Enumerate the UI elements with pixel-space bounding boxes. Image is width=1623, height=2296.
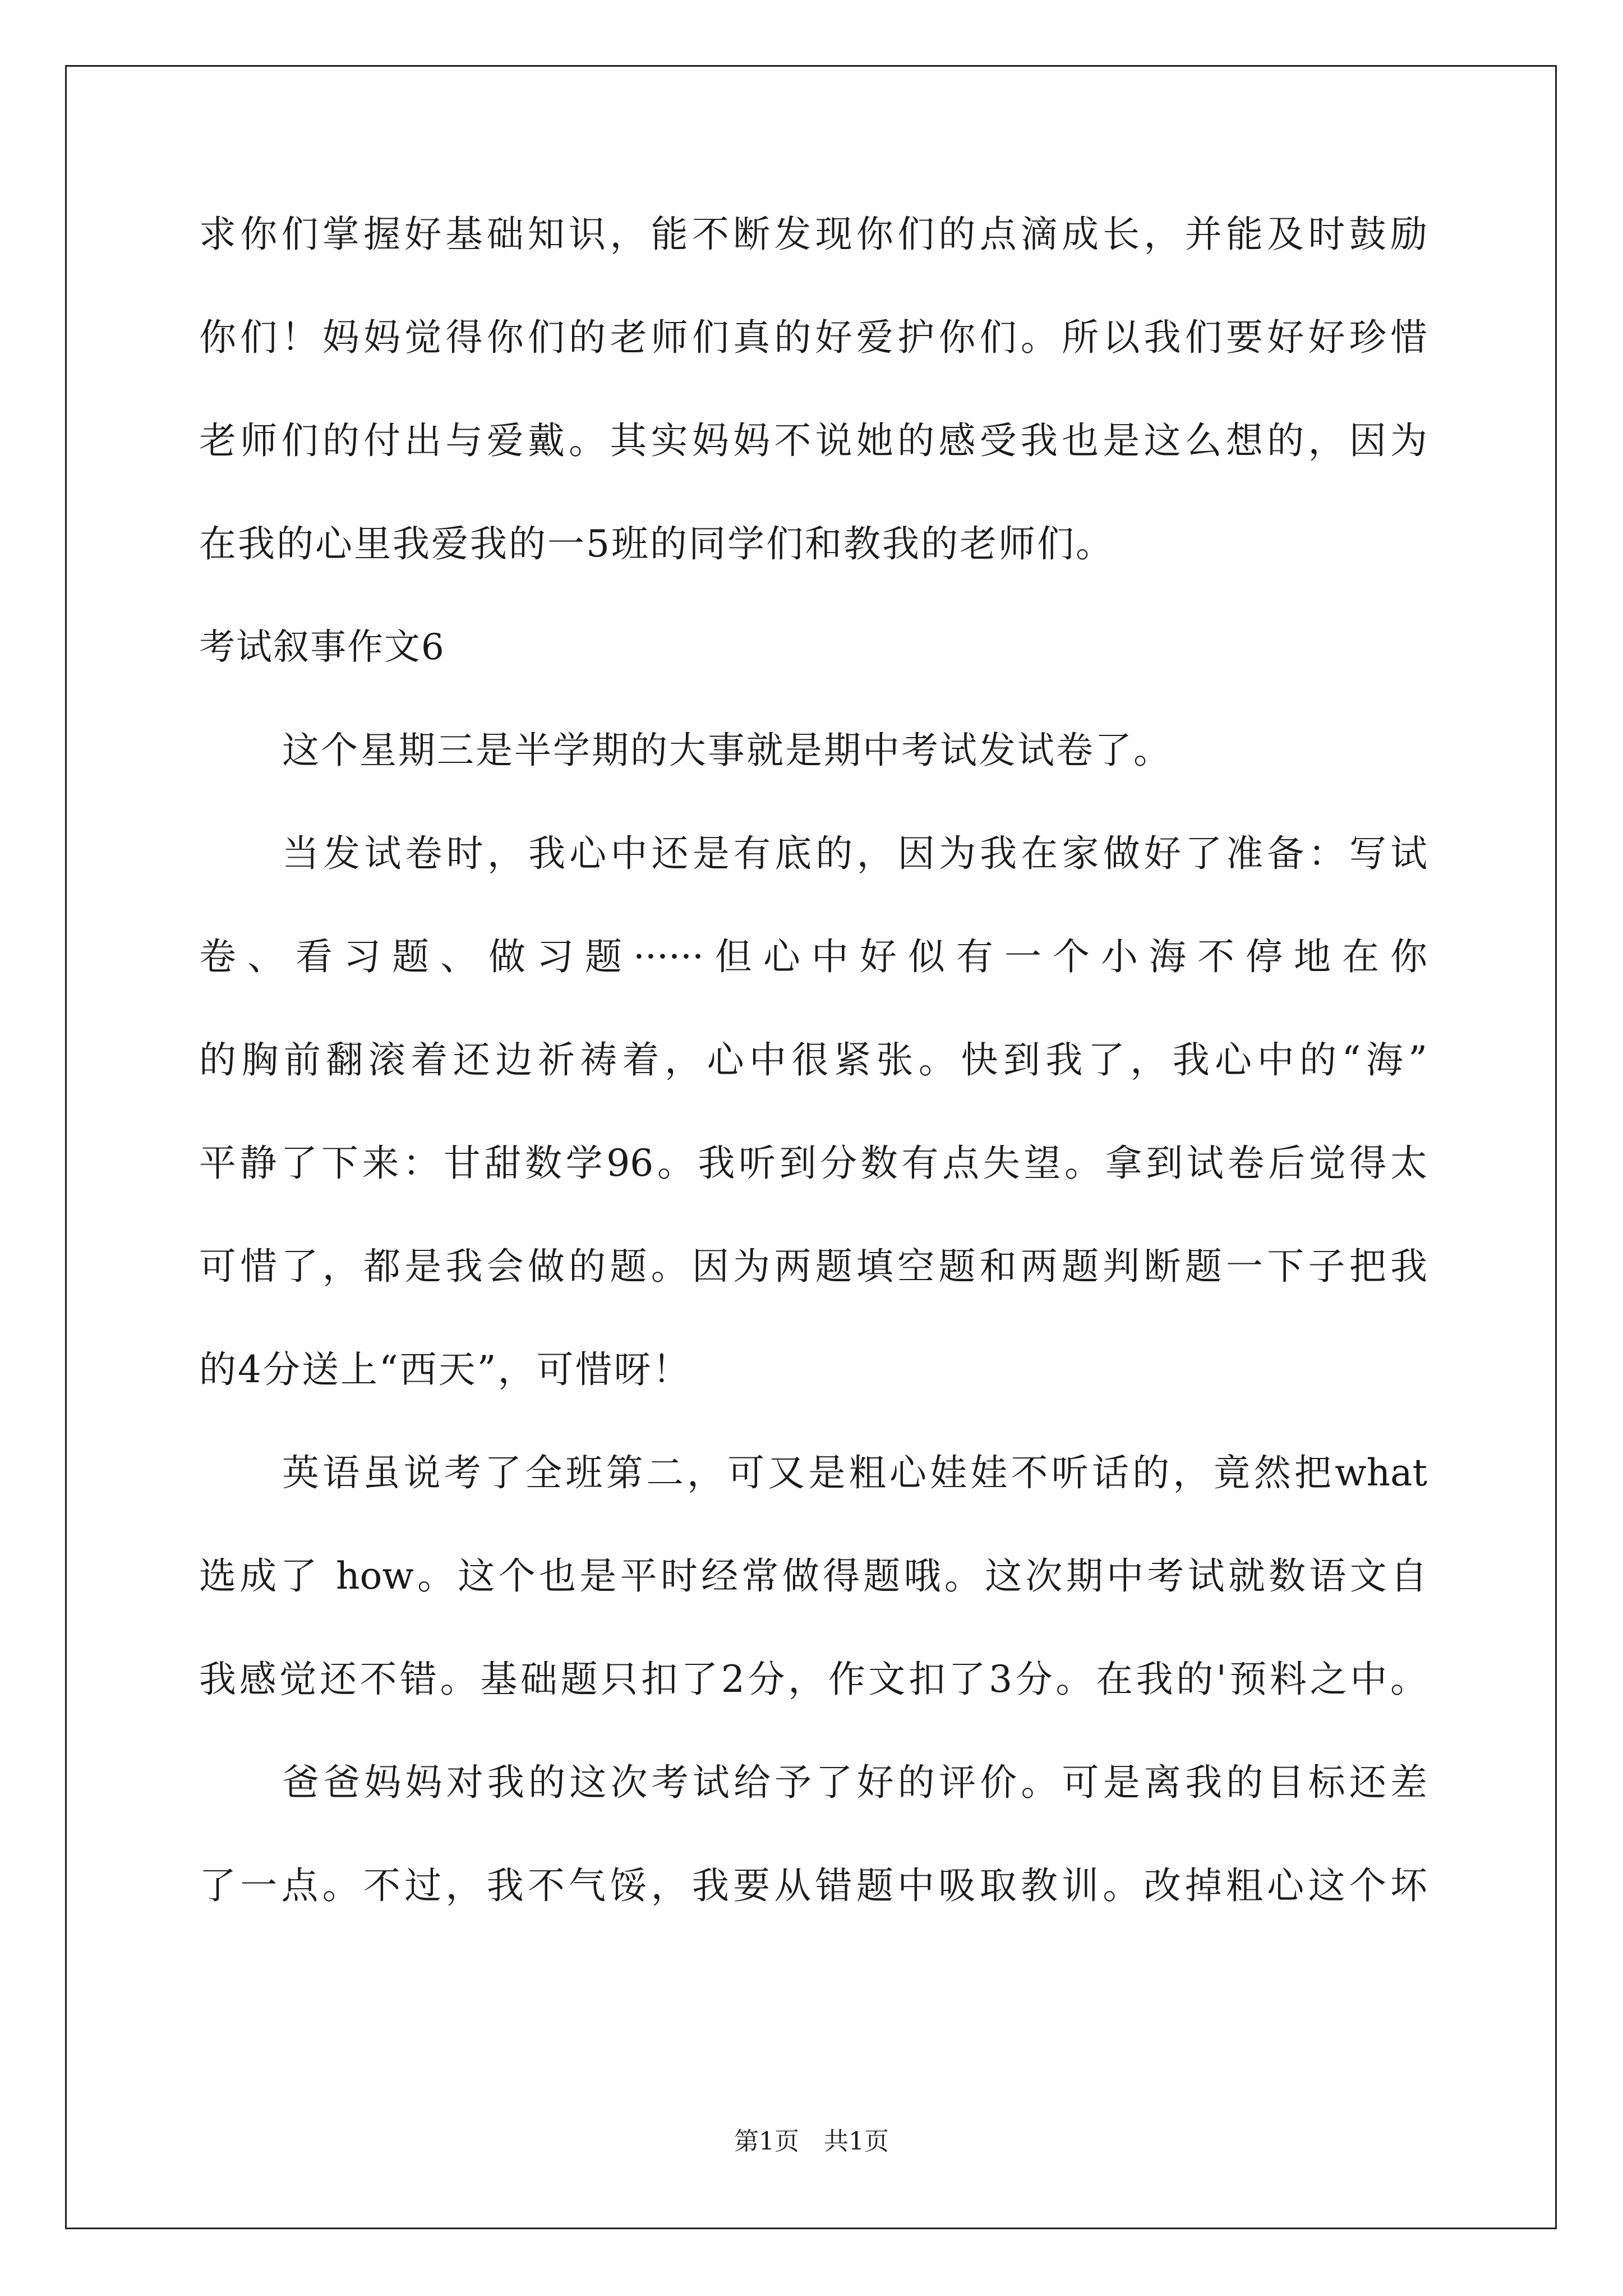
text-line-14: 选成了 how。这个也是平时经常做得题哦。这次期中考试就数语文自 <box>199 1554 1427 1598</box>
text-line-12: 的4分送上“西天”，可惜呀！ <box>199 1348 691 1391</box>
text-line-1: 求你们掌握好基础知识，能不断发现你们的点滴成长，并能及时鼓励 <box>199 213 1427 256</box>
text-line-4: 在我的心里我爱我的一5班的同学们和教我的老师们。 <box>199 522 1114 565</box>
text-line-11: 可惜了，都是我会做的题。因为两题填空题和两题判断题一下子把我 <box>199 1245 1427 1288</box>
text-line-13: 英语虽说考了全班第二，可又是粗心娃娃不听话的，竟然把what <box>282 1451 1427 1494</box>
text-line-15: 我感觉还不错。基础题只扣了2分，作文扣了3分。在我的'预料之中。 <box>199 1658 1427 1701</box>
text-line-6: 这个星期三是半学期的大事就是期中考试发试卷了。 <box>282 729 1172 772</box>
text-line-8: 卷、看习题、做习题······但心中好似有一个小海不停地在你 <box>199 935 1427 978</box>
text-line-7: 当发试卷时，我心中还是有底的，因为我在家做好了准备：写试 <box>282 832 1427 875</box>
text-line-3: 老师们的付出与爱戴。其实妈妈不说她的感受我也是这么想的，因为 <box>199 419 1427 462</box>
text-line-17: 了一点。不过，我不气馁，我要从错题中吸取教训。改掉粗心这个坏 <box>199 1864 1427 1907</box>
text-line-9: 的胸前翻滚着还边祈祷着，心中很紧张。快到我了，我心中的“海” <box>199 1038 1427 1082</box>
text-line-10: 平静了下来：甘甜数学96。我听到分数有点失望。拿到试卷后觉得太 <box>199 1142 1427 1185</box>
text-line-2: 你们！妈妈觉得你们的老师们真的好爱护你们。所以我们要好好珍惜 <box>199 316 1427 359</box>
page-footer: 第1页 共1页 <box>734 2127 889 2156</box>
section-heading: 考试叙事作文6 <box>199 627 445 668</box>
text-line-16: 爸爸妈妈对我的这次考试给予了好的评价。可是离我的目标还差 <box>282 1761 1427 1804</box>
